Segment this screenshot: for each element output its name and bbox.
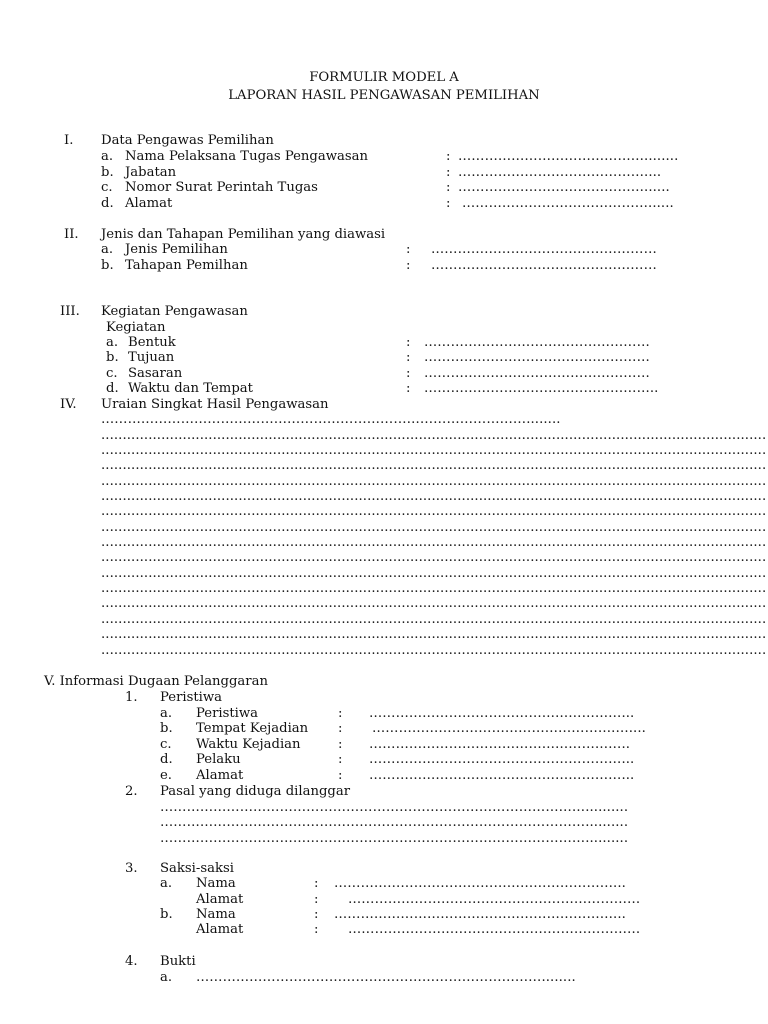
section-number: II. <box>64 227 79 242</box>
field-label-saksi-nama: Nama <box>196 907 236 922</box>
text-line[interactable]: ........................................................................................................................................................... <box>101 566 767 581</box>
field-label-saksi-nama: Nama <box>196 876 236 891</box>
item-letter: a. <box>101 149 114 164</box>
item-letter: d. <box>160 752 173 767</box>
field-label-saksi-alamat: Alamat <box>196 922 244 937</box>
field-blank-waktu-tempat[interactable]: …………………………………………….. <box>424 381 659 396</box>
colon: : <box>338 706 343 721</box>
colon: : <box>314 907 319 922</box>
field-blank-tahapan-pemilihan[interactable]: …………………………………………… <box>431 258 657 273</box>
colon: : <box>406 242 411 257</box>
field-blank-saksi-nama[interactable]: ………………………………………………………... <box>334 907 626 922</box>
subsection-number: 1. <box>125 690 138 705</box>
text-line[interactable]: …………………………………………………………………………………….......... <box>160 831 629 846</box>
colon: : <box>406 335 411 350</box>
colon: : <box>446 180 451 195</box>
text-line[interactable]: …………………………………………………………………………………….......... <box>160 800 629 815</box>
subsection-title: Saksi-saksi <box>160 861 234 876</box>
colon: : <box>446 165 451 180</box>
subsection-title: Pasal yang diduga dilanggar <box>160 784 350 799</box>
item-letter: c. <box>160 737 172 752</box>
field-blank-saksi-alamat[interactable]: ………………………………………………………… <box>348 892 641 907</box>
field-blank-nomor-surat[interactable]: ……………………………………...... <box>458 180 670 195</box>
field-blank-tempat-kejadian[interactable]: ……………………………………………….….... <box>372 721 646 736</box>
field-label-waktu-kejadian: Waktu Kejadian <box>196 737 301 752</box>
subsection-title: Bukti <box>160 954 196 969</box>
item-letter: a. <box>160 876 173 891</box>
field-blank-nama-pelaksana[interactable]: ……………………………………........ <box>458 149 679 164</box>
text-line[interactable]: ........................................................................................................................................................... <box>101 581 767 596</box>
field-label-tempat-kejadian: Tempat Kejadian <box>196 721 309 736</box>
subsection-number: 3. <box>125 861 138 876</box>
section-number: I. <box>64 133 74 148</box>
item-letter: c. <box>106 366 118 381</box>
field-label-nomor-surat: Nomor Surat Perintah Tugas <box>125 180 318 195</box>
colon: : <box>446 196 451 211</box>
field-label-alamat-peristiwa: Alamat <box>196 768 244 783</box>
item-letter: b. <box>101 165 114 180</box>
text-line[interactable]: ........................................................................................................................................................... <box>101 612 767 627</box>
field-label-alamat: Alamat <box>125 196 173 211</box>
field-blank-jabatan[interactable]: …………………………………….... <box>458 165 662 180</box>
item-letter: d. <box>106 381 119 396</box>
form-title: FORMULIR MODEL A <box>309 70 459 85</box>
text-line[interactable]: ........................................................................................................................................................... <box>101 643 767 658</box>
item-letter: e. <box>160 768 172 783</box>
text-line[interactable]: …………………………………………………………………………………….......... <box>160 815 629 830</box>
section-title: Jenis dan Tahapan Pemilihan yang diawasi <box>101 227 386 242</box>
field-label-tahapan-pemilihan: Tahapan Pemilhan <box>125 258 248 273</box>
item-letter: a. <box>106 335 119 350</box>
item-letter: c. <box>101 180 113 195</box>
field-label-bentuk: Bentuk <box>128 335 176 350</box>
field-label-peristiwa: Peristiwa <box>196 706 259 721</box>
field-label-waktu-tempat: Waktu dan Tempat <box>128 381 253 396</box>
field-label-jenis-pemilihan: Jenis Pemilihan <box>125 242 228 257</box>
field-label-nama-pelaksana: Nama Pelaksana Tugas Pengawasan <box>125 149 369 164</box>
item-letter: a. <box>160 970 173 985</box>
item-letter: a. <box>101 242 114 257</box>
field-blank-alamat[interactable]: ……………………………………...... <box>462 196 674 211</box>
field-blank-saksi-alamat[interactable]: ………………………………………………………… <box>348 922 641 937</box>
field-blank-saksi-nama[interactable]: ………………………………………………………... <box>334 876 626 891</box>
subsection-number: 2. <box>125 784 138 799</box>
section-subtitle: Kegiatan <box>106 320 166 335</box>
colon: : <box>314 876 319 891</box>
text-line[interactable]: ........................................................................................................................................................... <box>101 428 767 443</box>
section-title: Kegiatan Pengawasan <box>101 304 248 319</box>
field-blank-pelaku[interactable]: …………………………………………………... <box>369 752 635 767</box>
text-line[interactable]: ........................................................................................................................................................... <box>101 489 767 504</box>
colon: : <box>446 149 451 164</box>
field-label-jabatan: Jabatan <box>125 165 177 180</box>
section-number: IV. <box>60 397 77 412</box>
colon: : <box>406 366 411 381</box>
subsection-title: Peristiwa <box>160 690 223 705</box>
field-label-sasaran: Sasaran <box>128 366 183 381</box>
field-blank-waktu-kejadian[interactable]: ………………………………………………….. <box>369 737 631 752</box>
form-subtitle: LAPORAN HASIL PENGAWASAN PEMILIHAN <box>228 88 540 103</box>
colon: : <box>338 752 343 767</box>
item-letter: b. <box>160 721 173 736</box>
text-line[interactable]: ........................................................................................................................................................... <box>101 520 767 535</box>
field-label-saksi-alamat: Alamat <box>196 892 244 907</box>
subsection-number: 4. <box>125 954 138 969</box>
text-line[interactable]: ........................................................................................................................................................... <box>101 627 767 642</box>
section-title: V. Informasi Dugaan Pelanggaran <box>44 674 268 689</box>
field-blank-peristiwa[interactable]: …………………………………………………... <box>369 706 635 721</box>
text-line[interactable]: ........................................................................................................................................................... <box>101 535 767 550</box>
field-blank-tujuan[interactable]: …………………………………………… <box>424 350 650 365</box>
field-blank-sasaran[interactable]: …………………………………………… <box>424 366 650 381</box>
item-letter: b. <box>106 350 119 365</box>
field-blank-bukti[interactable]: ……………………………………………………………………........ <box>196 970 576 985</box>
item-letter: b. <box>101 258 114 273</box>
colon: : <box>406 350 411 365</box>
field-blank-alamat-peristiwa[interactable]: …………………………………………………... <box>369 768 635 783</box>
text-line[interactable]: ……………………………………………………………………………………........ <box>101 412 561 427</box>
colon: : <box>338 768 343 783</box>
section-number: III. <box>60 304 80 319</box>
field-blank-bentuk[interactable]: …………………………………………… <box>424 335 650 350</box>
text-line[interactable]: ........................................................................................................................................................... <box>101 550 767 565</box>
item-letter: d. <box>101 196 114 211</box>
field-blank-jenis-pemilihan[interactable]: …………………………………………… <box>431 242 657 257</box>
text-line[interactable]: ........................................................................................................................................................... <box>101 596 767 611</box>
text-line[interactable]: ........................................................................................................................................................... <box>101 504 767 519</box>
item-letter: a. <box>160 706 173 721</box>
text-line[interactable]: ........................................................................................................................................................... <box>101 458 767 473</box>
item-letter: b. <box>160 907 173 922</box>
colon: : <box>406 381 411 396</box>
colon: : <box>338 721 343 736</box>
text-line[interactable]: ........................................................................................................................................................... <box>101 474 767 489</box>
section-title: Data Pengawas Pemilihan <box>101 133 274 148</box>
colon: : <box>314 922 319 937</box>
colon: : <box>406 258 411 273</box>
section-title: Uraian Singkat Hasil Pengawasan <box>101 397 329 412</box>
text-line[interactable]: ........................................................................................................................................................... <box>101 443 767 458</box>
field-label-pelaku: Pelaku <box>196 752 241 767</box>
colon: : <box>314 892 319 907</box>
field-label-tujuan: Tujuan <box>128 350 175 365</box>
colon: : <box>338 737 343 752</box>
